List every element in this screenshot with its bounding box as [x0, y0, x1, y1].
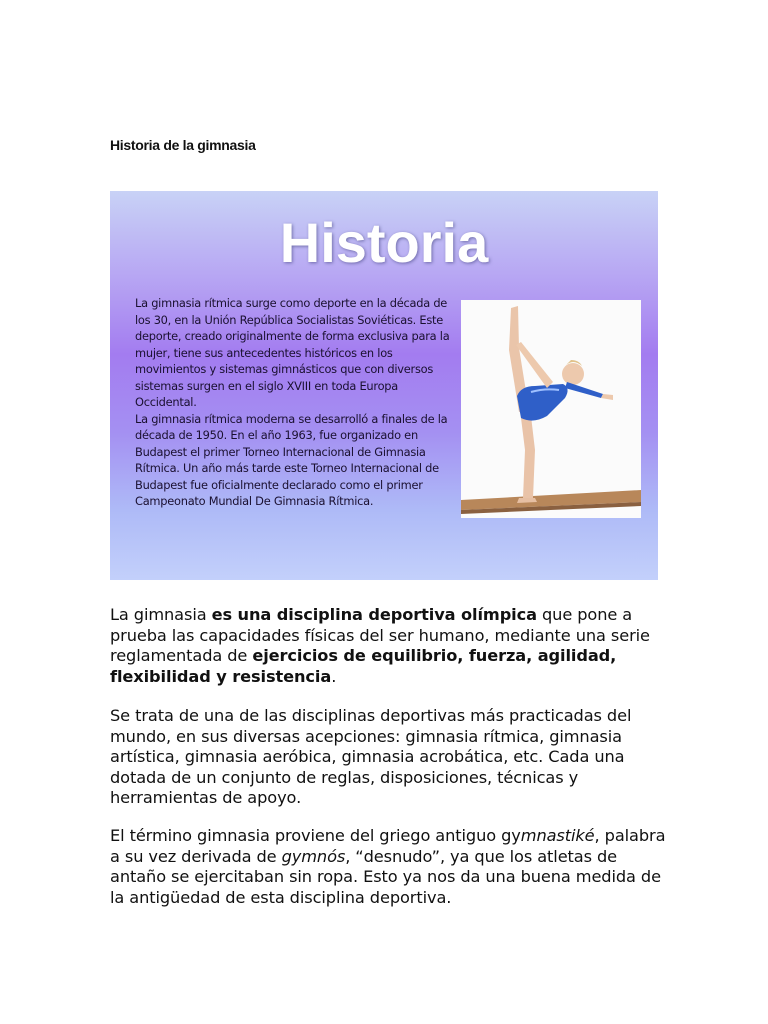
text-run: , “desnudo”, ya que los atletas de antaño se ejercitaban sin ropa. Esto ya nos da una buena medida de la antigüedad de esta disciplina deportiva.: [110, 846, 661, 907]
bold-run: ejercicios de equilibrio, fuerza, agilidad, flexibilidad y resistencia: [110, 646, 617, 686]
bold-run: es una disciplina deportiva olímpica: [211, 605, 537, 624]
text-run: .: [331, 666, 337, 686]
paragraph-disciplines: Se trata de una de las disciplinas deportivas más practicadas del mundo, en sus diversas acepciones: gimnasia rítmica, gimnasia artística, gimnasia aeróbica, gimnasia acrobática, etc. Cada una dotada de un conjunto de reglas, disposiciones, técnicas y herramientas de apoyo.: [110, 706, 632, 808]
gymnast-illustration: [461, 300, 641, 518]
banner-heading: Historia: [279, 211, 489, 274]
page-title: Historia de la gimnasia: [110, 137, 256, 153]
text-run: La gimnasia: [110, 605, 212, 624]
banner-text: [135, 295, 453, 510]
italic-run: gymnós: [281, 846, 346, 866]
text-run: que pone a prueba las capacidades físicas del ser humano, mediante una serie reglamentada de: [110, 605, 650, 666]
paragraph-intro: [110, 605, 670, 687]
banner-paragraph-2: La gimnasia rítmica moderna se desarrolló a finales de la década de 1950. En el año 1963, fue organizado en Budapest el primer Torneo Internacional de Gimnasia Rítmica. Un año más tarde este Torneo Internacional de Budapest fue oficialmente declarado como el primer Campeonato Mundial De Gimnasia Rítmica.: [135, 411, 448, 508]
banner-paragraph-1: La gimnasia rítmica surge como deporte en la década de los 30, en la Unión República Socialistas Soviéticas. Este deporte, creado originalmente de forma exclusiva para la mujer, tiene sus antecedentes históricos en los movimientos y sistemas gimnásticos que con diversos sistemas surgen en el siglo XVIII en toda Europa Occidental.: [135, 296, 450, 409]
italic-run: mnastiké: [520, 826, 595, 845]
history-banner-image: [110, 191, 658, 580]
paragraph-etymology: [110, 826, 670, 908]
gymnast-photo: [461, 300, 641, 518]
text-run: , palabra a su vez derivada de: [110, 826, 666, 866]
head: [562, 363, 584, 385]
text-run: El término gimnasia proviene del griego antiguo gy: [110, 826, 521, 845]
